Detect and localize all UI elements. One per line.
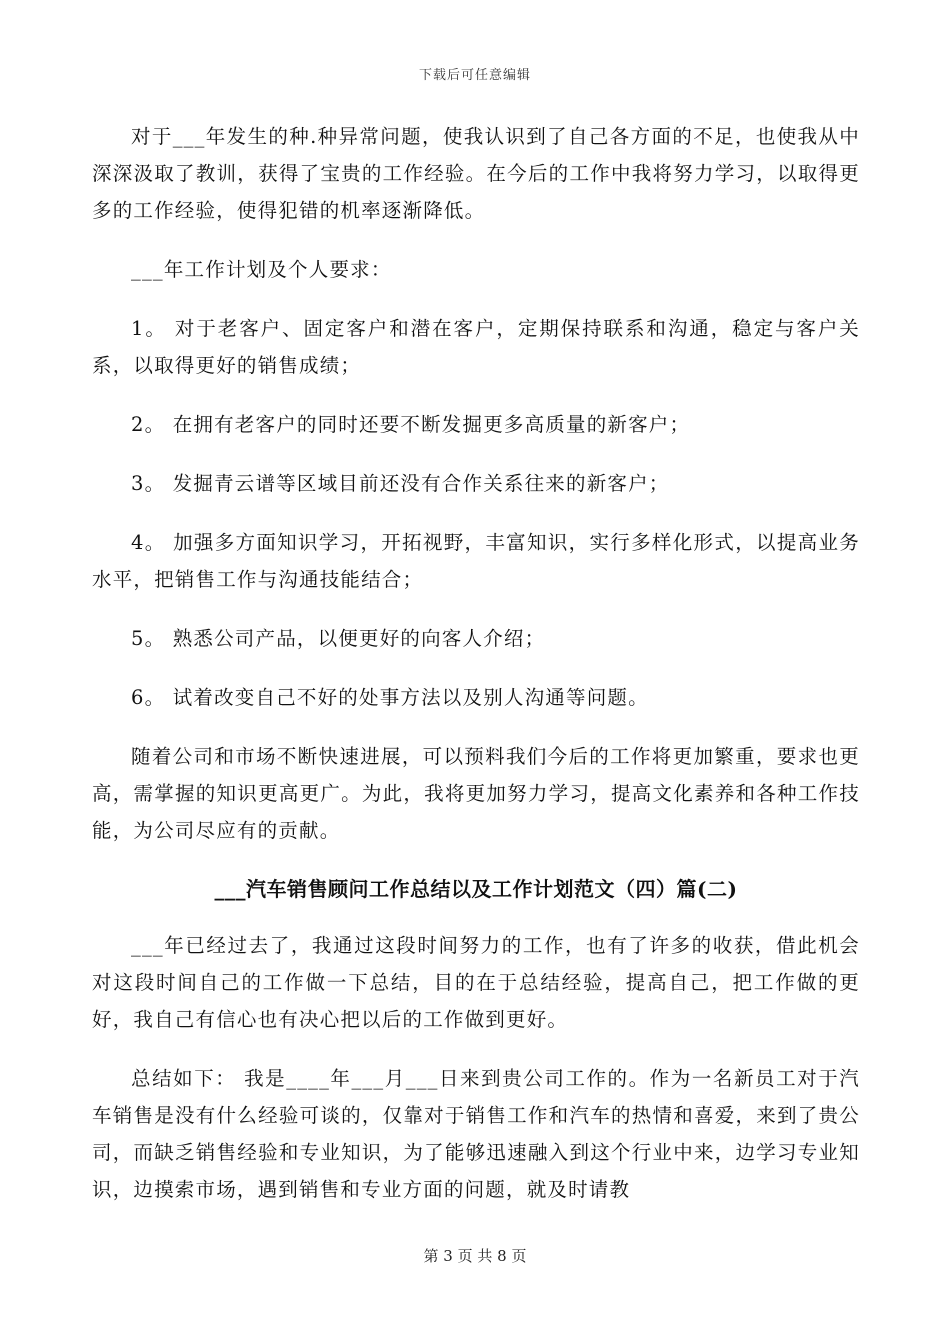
paragraph-reflection: 对于___年发生的种.种异常问题，使我认识到了自己各方面的不足，也使我从中深深汲取了教训，获得了宝贵的工作经验。在今后的工作中我将努力学习，以取得更多的工作经验，使得犯错的机率逐渐降低。: [92, 125, 860, 222]
section-heading: ___汽车销售顾问工作总结以及工作计划范文（四）篇(二): [214, 877, 738, 901]
paragraph-outlook: 随着公司和市场不断快速进展，可以预料我们今后的工作将更加繁重，要求也更高，需掌握的知识更高更广。为此，我将更加努力学习，提高文化素养和各种工作技能，为公司尽应有的贡献。: [92, 745, 860, 842]
paragraph-summary: 总结如下： 我是____年___月___日来到贵公司工作的。作为一名新员工对于汽车销售是没有什么经验可谈的，仅靠对于销售工作和汽车的热情和喜爱，来到了贵公司，而缺乏销售经验和专业知识，为了能够迅速融入到这个行业中来，边学习专业知识，边摸索市场，遇到销售和专业方面的问题，就及时请教: [92, 1067, 860, 1201]
paragraph-intro: ___年已经过去了，我通过这段时间努力的工作，也有了许多的收获，借此机会对这段时间自己的工作做一下总结，目的在于总结经验，提高自己，把工作做的更好，我自己有信心也有决心把以后的工作做到更好。: [92, 934, 860, 1031]
plan-item-2: 2。 在拥有老客户的同时还要不断发掘更多高质量的新客户；: [131, 413, 691, 436]
paragraph-plan-title: ___年工作计划及个人要求：: [131, 258, 392, 281]
document-body: [92, 118, 860, 1230]
plan-item-3: 3。 发掘青云谱等区域目前还没有合作关系往来的新客户；: [131, 472, 670, 495]
plan-item-1: 1。 对于老客户、固定客户和潜在客户，定期保持联系和沟通，稳定与客户关系，以取得更好的销售成绩；: [92, 317, 860, 377]
page-header: 下载后可任意编辑: [418, 68, 531, 83]
page-footer: 第 3 页 共 8 页: [423, 1247, 527, 1265]
plan-item-6: 6。 试着改变自己不好的处事方法以及别人沟通等问题。: [131, 686, 649, 709]
plan-item-4: 4。 加强多方面知识学习，开拓视野，丰富知识，实行多样化形式，以提高业务水平，把销售工作与沟通技能结合；: [92, 531, 860, 591]
plan-item-5: 5。 熟悉公司产品，以便更好的向客人介绍；: [131, 627, 546, 650]
